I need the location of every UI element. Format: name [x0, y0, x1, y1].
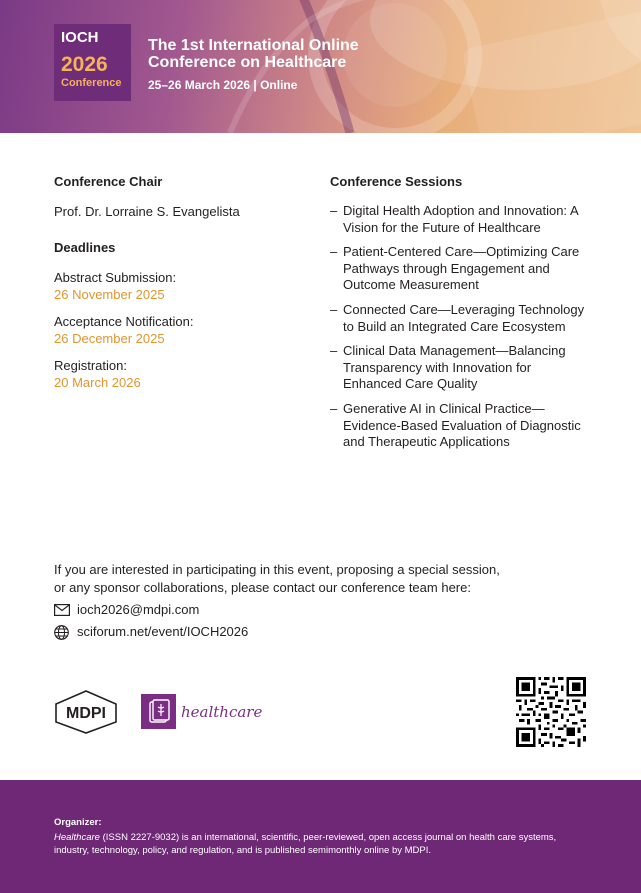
contact-intro-line-1: If you are interested in participating in this event, proposing a special session,: [54, 562, 500, 577]
chair-heading: Conference Chair: [54, 174, 163, 189]
journal-name: healthcare: [181, 702, 263, 721]
contact-section: [54, 561, 584, 641]
organizer-label: Organizer:: [54, 817, 102, 828]
deadline-item: [54, 269, 304, 303]
deadline-date: 26 December 2025: [54, 331, 165, 346]
mdpi-logo[interactable]: [52, 690, 120, 734]
globe-icon: [54, 625, 70, 639]
session-title: Clinical Data Management—Balancing Transparency with Innovation for Enhanced Care Quality: [343, 343, 566, 392]
conference-title: The 1st International Online Conference on Healthcare: [148, 37, 359, 71]
bullet-dash: –: [330, 343, 338, 359]
session-title: Generative AI in Clinical Practice—Evidence-Based Evaluation of Diagnostic and Therapeutic Applications: [343, 400, 581, 450]
deadline-label: Acceptance Notification:: [54, 314, 194, 329]
deadlines-heading: Deadlines: [54, 240, 116, 255]
session-title: Connected Care—Leveraging Technology to Build an Integrated Care Ecosystem: [343, 301, 585, 334]
logo-year: 2026: [61, 53, 108, 76]
organizer-description: [54, 832, 584, 857]
journal-name-italic: Healthcare: [54, 832, 100, 843]
deadlines-list: [54, 269, 304, 391]
sessions-heading: Conference Sessions: [330, 174, 463, 189]
contact-intro-line-2: or any sponsor collaborations, please contact our conference team here:: [54, 580, 471, 595]
journal-cover-icon: [141, 694, 176, 729]
deadline-label: Registration:: [54, 358, 127, 373]
ioch-logo: [54, 24, 131, 101]
session-item: [330, 302, 592, 335]
bullet-dash: –: [330, 400, 338, 416]
session-item: [330, 203, 592, 236]
bullet-dash: –: [330, 301, 338, 317]
bullet-dash: –: [330, 203, 338, 218]
mdpi-logo-text: MDPI: [66, 705, 106, 722]
journal-description: (ISSN 2227-9032) is an international, scientific, peer-reviewed, open access journal on health care systems, industry, technology, policy, and regulation, and is published semimonthly online by MDPI.: [54, 832, 557, 856]
conference-date-location: 25–26 March 2026 | Online: [148, 78, 298, 92]
footer: [0, 780, 641, 893]
session-title: Digital Health Adoption and Innovation: A Vision for the Future of Healthcare: [343, 203, 578, 235]
deadline-item: [54, 313, 304, 347]
deadline-date: 26 November 2025: [54, 287, 165, 302]
left-column: [54, 174, 304, 391]
sessions-list: [330, 203, 592, 451]
email-link[interactable]: ioch2026@mdpi.com: [77, 602, 200, 617]
qr-code[interactable]: [516, 677, 586, 747]
deadline-label: Abstract Submission:: [54, 270, 177, 285]
deadline-date: 20 March 2026: [54, 375, 141, 390]
session-item: [330, 401, 592, 451]
logo-acronym: IOCH: [61, 29, 99, 46]
session-item: [330, 343, 592, 393]
right-column: [330, 174, 592, 459]
chair-name: Prof. Dr. Lorraine S. Evangelista: [54, 204, 240, 219]
session-item: [330, 244, 592, 294]
website-link[interactable]: sciforum.net/event/IOCH2026: [77, 624, 249, 639]
header-banner: [0, 0, 641, 133]
contact-website[interactable]: [54, 623, 584, 641]
envelope-icon: [54, 603, 70, 617]
logo-word: Conference: [61, 77, 122, 89]
deadline-item: [54, 357, 304, 391]
healthcare-journal-logo[interactable]: [141, 694, 262, 729]
session-title: Patient-Centered Care—Optimizing Care Pathways through Engagement and Outcome Measurement: [343, 244, 580, 293]
contact-email[interactable]: [54, 601, 584, 619]
bullet-dash: –: [330, 244, 338, 260]
